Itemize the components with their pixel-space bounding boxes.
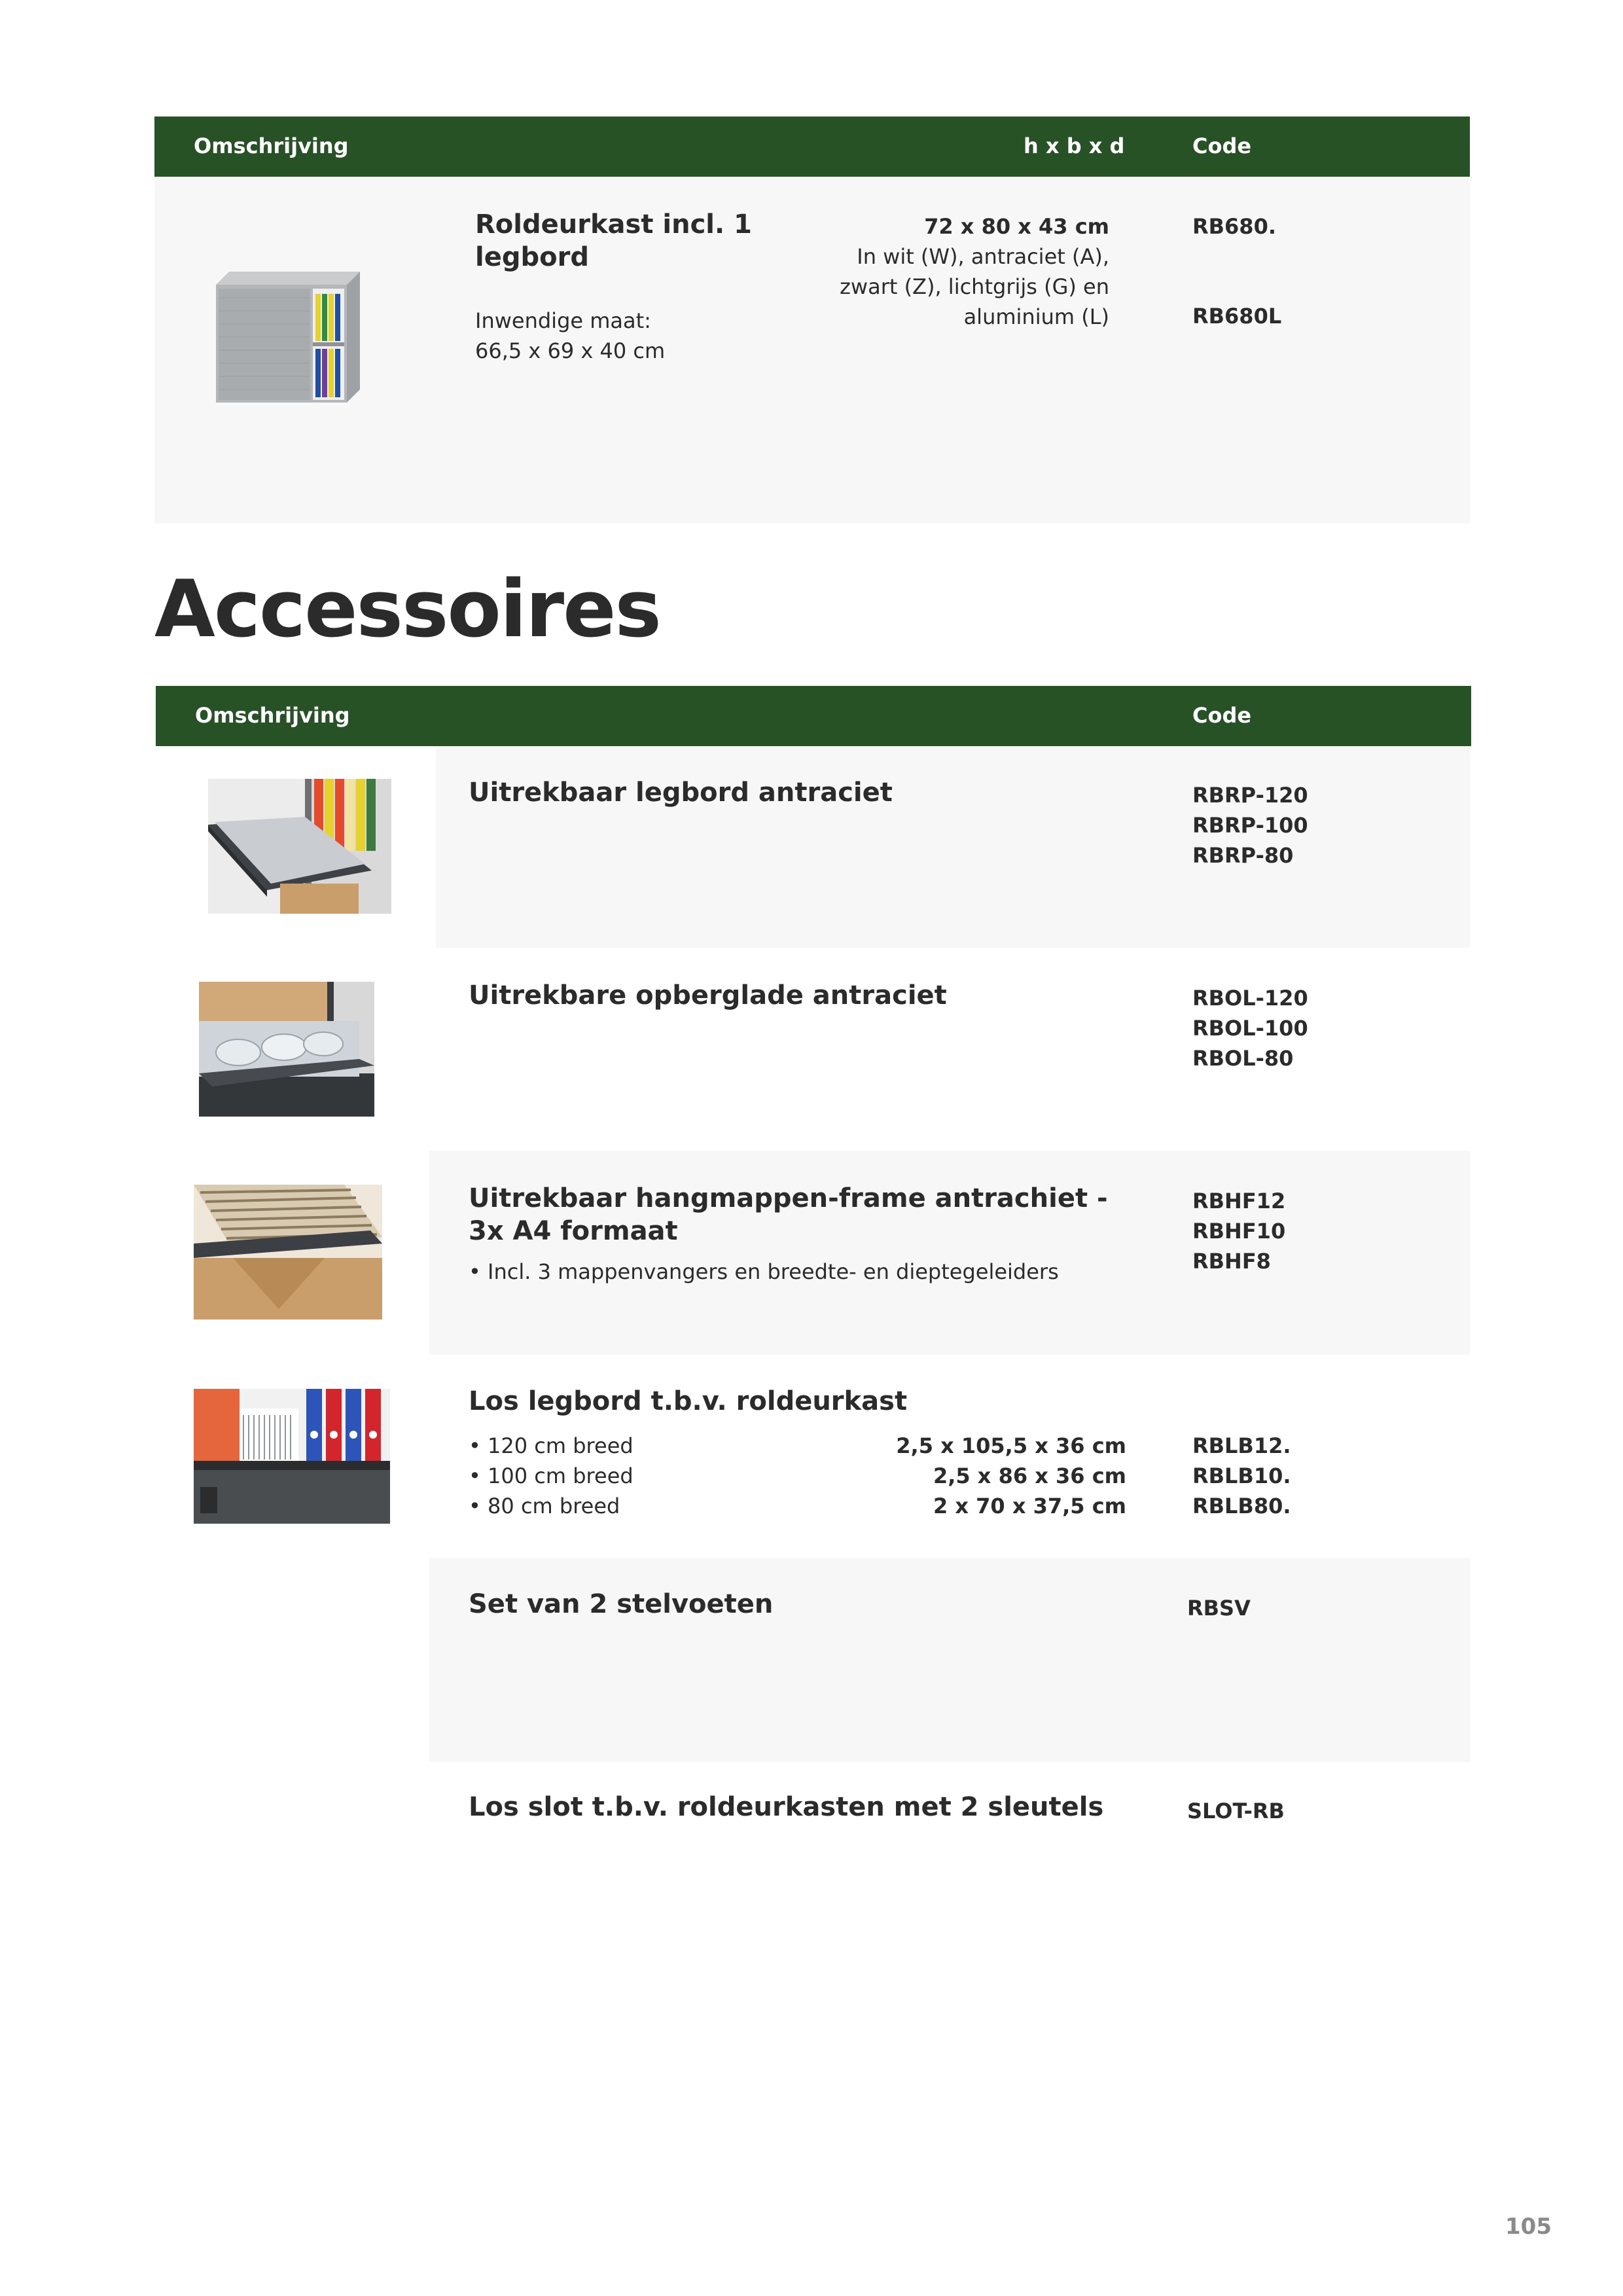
- dimension-value: 2,5 x 86 x 36 cm: [933, 1463, 1126, 1488]
- section-heading: Accessoires: [154, 564, 660, 655]
- accessory-title: Uitrekbaar legbord antraciet: [469, 778, 893, 808]
- product-title-line: Roldeurkast incl. 1: [475, 209, 752, 240]
- accessory-code: RBRP-120: [1192, 783, 1308, 808]
- dimension-value: 2 x 70 x 37,5 cm: [933, 1494, 1126, 1518]
- dimensions-value: 72 x 80 x 43 cm: [924, 214, 1109, 239]
- accessory-code: SLOT-RB: [1187, 1799, 1285, 1823]
- product-code: RB680L: [1192, 304, 1282, 329]
- pull-out-drawer-image: [199, 982, 374, 1117]
- accessory-code: RBRP-100: [1192, 813, 1308, 838]
- accessory-code: RBHF12: [1192, 1189, 1286, 1213]
- pull-out-shelf-image: [208, 779, 391, 914]
- accessory-code: RBLB80.: [1192, 1494, 1291, 1518]
- accessory-row-bg: [429, 1151, 1470, 1355]
- product-title-line: legbord: [475, 242, 589, 272]
- accessory-code: RBOL-80: [1192, 1046, 1294, 1071]
- inner-size-label: Inwendige maat:: [475, 308, 651, 333]
- accessory-title: Set van 2 stelvoeten: [469, 1589, 774, 1619]
- accessory-bullet: • 100 cm breed: [469, 1463, 633, 1488]
- accessory-code: RBRP-80: [1192, 843, 1294, 868]
- accessory-title: Los legbord t.b.v. roldeurkast: [469, 1386, 908, 1416]
- accessory-code: RBLB12.: [1192, 1433, 1291, 1458]
- accessory-code: RBOL-100: [1192, 1016, 1308, 1041]
- table-header: [154, 117, 1470, 177]
- accessory-code: RBLB10.: [1192, 1463, 1291, 1488]
- accessory-code: RBHF8: [1192, 1249, 1271, 1274]
- color-line: zwart (Z), lichtgrijs (G) en: [840, 274, 1109, 299]
- hanging-file-frame-image: [194, 1185, 382, 1319]
- accessory-title: Uitrekbare opberglade antraciet: [469, 980, 947, 1011]
- accessory-codes: [1192, 780, 1308, 870]
- accessory-code: RBHF10: [1192, 1219, 1286, 1244]
- header-code: Code: [1192, 703, 1252, 728]
- inner-size-value: 66,5 x 69 x 40 cm: [475, 338, 666, 363]
- product-code: RB680.: [1192, 214, 1276, 239]
- accessory-code: RBOL-120: [1192, 986, 1308, 1011]
- accessory-dimensions: [896, 1431, 1126, 1521]
- loose-shelf-image: [194, 1389, 390, 1524]
- accessories-table-header: [156, 686, 1471, 746]
- header-description: Omschrijving: [194, 134, 349, 158]
- inner-size: [475, 306, 665, 366]
- header-dims: h x b x d: [1024, 134, 1125, 158]
- accessory-bullet: • Incl. 3 mappenvangers en breedte- en dieptegeleiders: [469, 1259, 1059, 1284]
- accessory-code: RBSV: [1187, 1596, 1251, 1621]
- accessory-codes: [1192, 1431, 1291, 1521]
- accessory-title: [469, 1182, 1108, 1247]
- dimensions-block: [840, 211, 1109, 332]
- roller-cabinet-image: [209, 265, 360, 409]
- accessory-bullets: [469, 1431, 633, 1521]
- accessory-title-line: Uitrekbaar hangmappen-frame antrachiet -: [469, 1183, 1108, 1213]
- accessory-bullet: • 120 cm breed: [469, 1433, 633, 1458]
- accessory-bullet: • 80 cm breed: [469, 1494, 620, 1518]
- header-description: Omschrijving: [195, 703, 350, 728]
- accessory-title-line: 3x A4 formaat: [469, 1216, 678, 1246]
- accessory-codes: [1192, 1186, 1285, 1276]
- page-number: 105: [1505, 2214, 1552, 2240]
- color-line: In wit (W), antraciet (A),: [857, 244, 1109, 269]
- dimension-value: 2,5 x 105,5 x 36 cm: [896, 1433, 1126, 1458]
- color-line: aluminium (L): [963, 304, 1109, 329]
- accessory-codes: [1192, 983, 1308, 1073]
- accessory-title: Los slot t.b.v. roldeurkasten met 2 sleutels: [469, 1792, 1104, 1822]
- product-title: [475, 208, 752, 274]
- header-code: Code: [1192, 134, 1252, 158]
